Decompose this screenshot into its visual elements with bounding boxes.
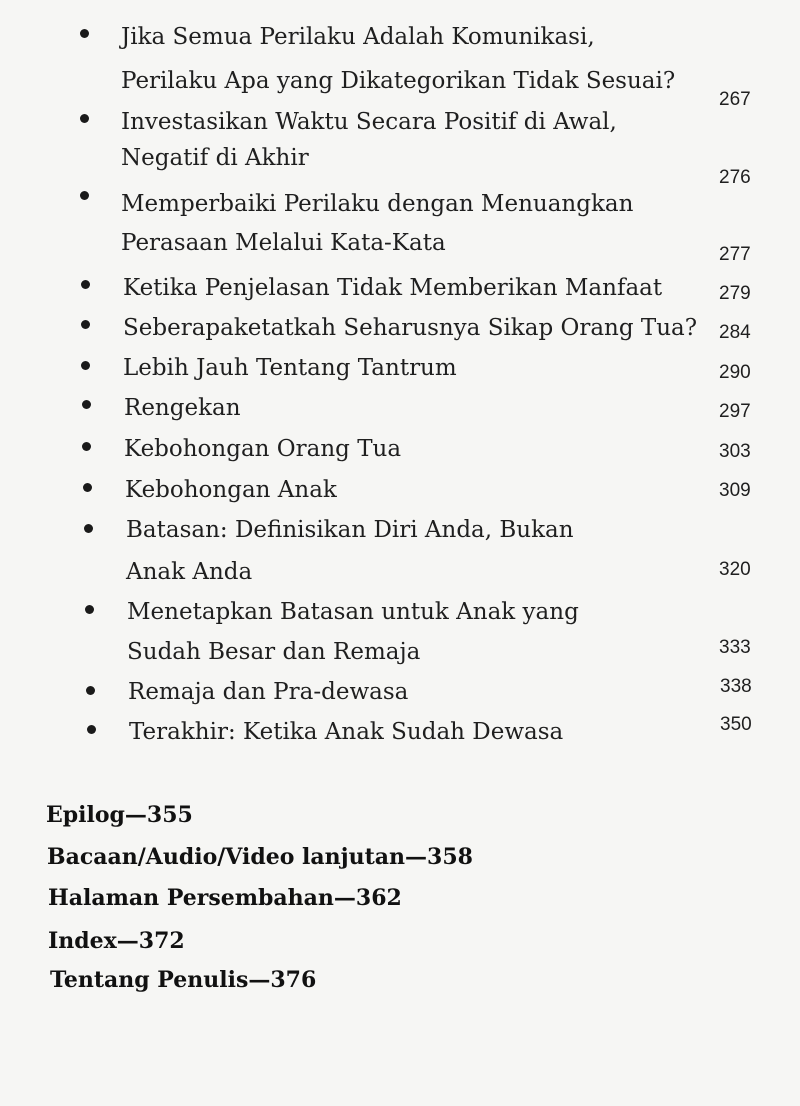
back-matter-reading: Bacaan/Audio/Video lanjutan—358 — [47, 844, 473, 870]
bullet-icon — [85, 605, 94, 614]
toc-entry-page: 320 — [719, 559, 751, 580]
toc-entry-page: 279 — [719, 283, 751, 304]
bullet-icon — [84, 524, 93, 533]
toc-entry-title: Jika Semua Perilaku Adalah Komunikasi, — [121, 24, 595, 50]
toc-entry-page: 277 — [719, 244, 751, 265]
toc-entry-title: Lebih Jauh Tentang Tantrum — [123, 355, 457, 381]
bullet-icon — [80, 191, 89, 200]
bullet-icon — [83, 483, 92, 492]
bullet-icon — [86, 686, 95, 695]
back-matter-dedication: Halaman Persembahan—362 — [48, 885, 402, 911]
bullet-icon — [82, 442, 91, 451]
bullet-icon — [82, 400, 91, 409]
toc-entry-title: Perilaku Apa yang Dikategorikan Tidak Sesuai? — [121, 68, 676, 94]
toc-entry-title: Perasaan Melalui Kata-Kata — [121, 230, 446, 256]
toc-entry-title: Kebohongan Orang Tua — [124, 436, 402, 462]
bullet-icon — [87, 725, 96, 734]
toc-entry-page: 350 — [720, 714, 752, 735]
toc-entry-page: 276 — [719, 167, 751, 188]
toc-entry-title: Ketika Penjelasan Tidak Memberikan Manfaat — [123, 275, 663, 301]
back-matter-epilog: Epilog—355 — [46, 802, 193, 828]
toc-entry-title: Anak Anda — [126, 559, 253, 585]
toc-entry-title: Rengekan — [124, 395, 241, 421]
toc-entry-title: Seberapaketatkah Seharusnya Sikap Orang Tua? — [123, 315, 698, 341]
toc-entry-page: 297 — [719, 401, 751, 422]
bullet-icon — [81, 320, 90, 329]
toc-entry-page: 333 — [719, 637, 751, 658]
bullet-icon — [80, 114, 89, 123]
toc-entry-page: 290 — [719, 362, 751, 383]
bullet-icon — [80, 29, 89, 38]
toc-entry-page: 303 — [719, 441, 751, 462]
bullet-icon — [81, 280, 90, 289]
back-matter-author: Tentang Penulis—376 — [50, 967, 317, 993]
bullet-icon — [81, 361, 90, 370]
toc-entry-title: Negatif di Akhir — [121, 145, 309, 171]
toc-entry-title: Sudah Besar dan Remaja — [127, 639, 421, 665]
toc-entry-title: Kebohongan Anak — [125, 477, 337, 503]
toc-entry-title: Memperbaiki Perilaku dengan Menuangkan — [121, 191, 634, 217]
toc-entry-page: 309 — [719, 480, 751, 501]
toc-entry-page: 338 — [720, 676, 752, 697]
toc-entry-title: Menetapkan Batasan untuk Anak yang — [127, 599, 579, 625]
toc-entry-title: Remaja dan Pra-dewasa — [128, 679, 409, 705]
toc-entry-title: Terakhir: Ketika Anak Sudah Dewasa — [129, 719, 564, 745]
toc-entry-page: 284 — [719, 322, 751, 343]
back-matter-index: Index—372 — [48, 928, 185, 954]
toc-entry-title: Batasan: Definisikan Diri Anda, Bukan — [126, 517, 574, 543]
toc-entry-page: 267 — [719, 89, 751, 110]
toc-entry-title: Investasikan Waktu Secara Positif di Awal, — [121, 109, 617, 135]
